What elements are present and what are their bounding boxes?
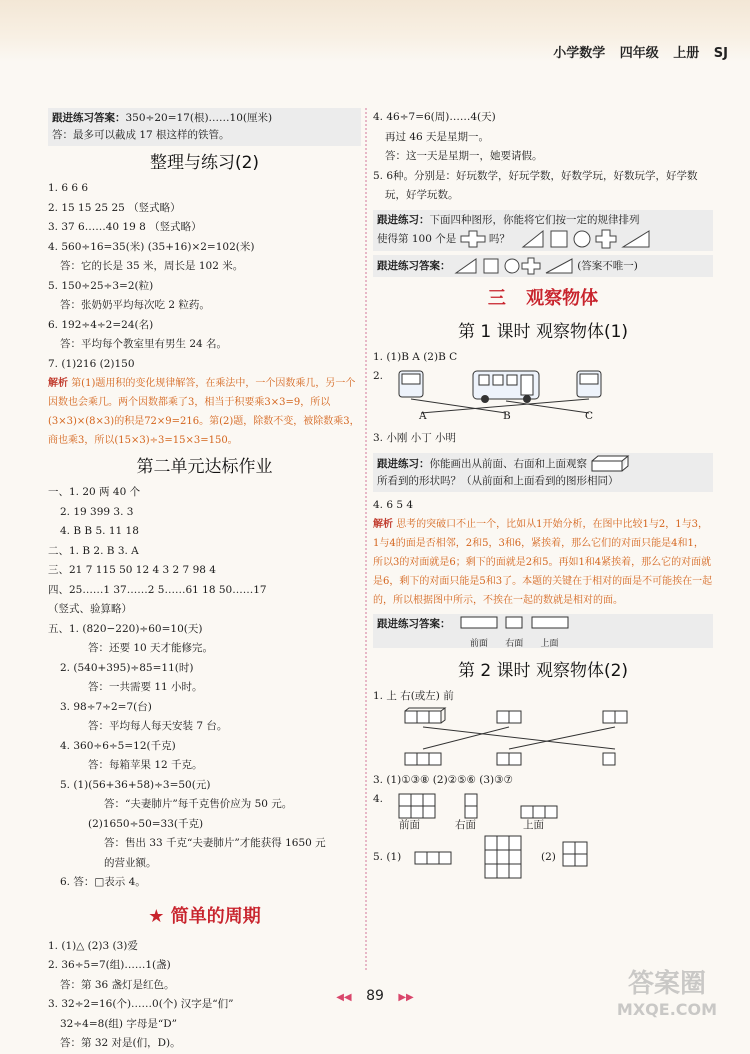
answer-box-3 — [373, 614, 713, 648]
right-view-shape — [505, 616, 523, 629]
page-header: 小学数学 四年级 上册 SJ — [553, 46, 728, 61]
view-label: 前面 — [399, 819, 420, 831]
box-text: 所看到的形状吗？（从前面和上面看到的图形相同） — [377, 474, 619, 487]
answer-box-1 — [48, 108, 361, 146]
answer-line: 4. B B 5. 11 18 — [60, 525, 139, 537]
watermark-text: 答案圈 — [627, 969, 706, 999]
answer-line: 答：还要 10 天才能修完。 — [88, 642, 214, 654]
view-label: 右面 — [455, 819, 476, 831]
answer-line: 4. — [373, 793, 384, 805]
prev-arrows-icon: ◀◀ — [336, 992, 352, 1003]
top-view-shape — [531, 616, 569, 629]
view-front — [460, 616, 498, 653]
answer-line: 6. 192÷4÷2=24(名) — [48, 318, 154, 331]
view-label: 右面 — [505, 639, 524, 649]
bus-label-c: C — [585, 410, 594, 422]
view-label: 前面 — [469, 639, 488, 649]
analysis-text — [373, 515, 713, 610]
bus-figure-row — [373, 367, 713, 429]
answer-line: 6. 答：□表示 4。 — [60, 876, 146, 888]
watermark — [592, 963, 742, 1023]
answer-line: 2. (540+395)÷85=11(时) — [60, 661, 194, 674]
q5-grid-figure — [483, 834, 533, 880]
answer-line: 答：“夫妻肺片”每千克售价应为 50 元。 — [104, 798, 293, 810]
answer-line: 再过 46 天是星期一。 — [385, 130, 490, 143]
practice-box — [373, 453, 713, 492]
shape-sequence — [521, 233, 650, 245]
view-label: 上面 — [540, 639, 559, 649]
answer-line: 4. 360÷6÷5=12(千克) — [60, 739, 176, 752]
lesson-title: 第 2 课时 观察物体(2) — [457, 661, 629, 681]
view-right — [505, 616, 523, 653]
section-title: 第二单元达标作业 — [136, 457, 273, 477]
answer-line: 4. 6 5 4 — [373, 498, 414, 511]
unit-title-text: 观察物体 — [526, 287, 599, 309]
answer-line: (2)1650÷50=33(千克) — [88, 817, 204, 830]
bus-label-a: A — [419, 410, 427, 422]
section-title: 整理与练习(2) — [149, 153, 260, 173]
answer-line: 4. 46÷7=6(周)……4(天) — [373, 111, 496, 123]
answer-line: 答：第 36 盏灯是红色。 — [60, 978, 175, 991]
answer-line: 2. 36÷5=7(组)……1(盏) — [48, 959, 171, 971]
answer-line: 5. 6种。分别是：好玩数学，好玩学数，好数学玩，好数玩学，好学数玩，好学玩数。 — [373, 169, 698, 201]
answer-line: 答：张奶奶平均每次吃 2 粒药。 — [60, 299, 210, 311]
answer-line: 2. — [373, 370, 384, 382]
answer-line: 答：这一天是星期一，她要请假。 — [385, 150, 543, 162]
answer-line: 3. 32÷2=16(个)……0(个) 汉字是“们” — [48, 998, 234, 1010]
right-column — [373, 108, 713, 882]
section-title-periodic — [48, 903, 361, 931]
answer-box-2 — [373, 255, 713, 277]
answer-line: 5. 150÷25÷3=2(粒) — [48, 279, 154, 292]
answer-line: (2) — [541, 851, 556, 863]
answer-line: 的营业额。 — [104, 856, 157, 869]
answer-line: 3. 小刚 小丁 小明 — [373, 432, 457, 444]
view-label: 上面 — [523, 819, 544, 831]
watermark-url: MXQE.COM — [616, 1000, 718, 1019]
view-top — [531, 616, 569, 653]
answer-line: 4. 560÷16=35(米) (35+16)×2=102(米) — [48, 240, 255, 253]
answer-line: 答：第 32 对是(们，D)。 — [60, 1037, 181, 1049]
answer-line: 一、1. 20 两 40 个 — [48, 486, 141, 498]
box-note: (答案不唯一) — [577, 259, 638, 272]
square-shape-icon — [549, 229, 569, 249]
bus-label-b: B — [503, 410, 511, 422]
analysis-text — [48, 374, 361, 450]
front-view-shape — [460, 616, 498, 629]
q5-row — [373, 834, 713, 882]
next-arrows-icon: ▶▶ — [398, 992, 414, 1003]
answer-line: 7. (1)216 (2)150 — [48, 357, 135, 370]
answer-line: 四、25……1 37……2 5……61 18 50……17 — [48, 583, 267, 596]
box-label: 跟进练习答案： — [377, 618, 451, 630]
answer-line: 1. (1)B A (2)B C — [373, 350, 458, 363]
circle-shape-icon — [572, 229, 592, 249]
shape-answer-sequence — [454, 257, 574, 275]
analysis-body: 第(1)题用积的变化规律解答，在乘法中，一个因数乘几，另一个因数也会乘几。两个因数都乘了3，相当于积要乘3×3=9，所以(3×3)×(8×3)的积是72×9=216。第(2)题，除数不变，被除数乘3，商也乘3，所以(15×3)÷3=15×3=150。 — [48, 378, 360, 446]
lesson-title: 第 1 课时 观察物体(1) — [457, 321, 629, 342]
analysis-label: 解析 — [48, 378, 68, 389]
answer-line: 答：一共需要 11 小时。 — [88, 681, 203, 693]
unit-number: 三 — [487, 287, 506, 309]
answer-line: 1. (1)△ (2)3 (3)爱 — [48, 939, 138, 952]
answer-line: 3. 37 6……40 19 8 （竖式略） — [48, 221, 202, 233]
answer-line: 答：平均每个教室里有男生 24 名。 — [60, 338, 228, 350]
box-text: 吗？ — [488, 232, 510, 245]
views-row — [373, 790, 713, 834]
box-text: 350÷20=17(根)……10(厘米) — [125, 112, 273, 124]
box-label: 跟进练习： — [377, 213, 430, 226]
left-column — [48, 108, 361, 1054]
box-text: 答：最多可以截成 17 根这样的铁管。 — [52, 129, 230, 141]
box-label: 跟进练习： — [377, 457, 430, 470]
unit-title — [373, 285, 713, 313]
answer-line: 1. 6 6 6 — [48, 182, 89, 194]
answer-line: 答：售出 33 千克“夫妻肺片”才能获得 1650 元 — [104, 837, 326, 849]
star-icon: ★ — [148, 905, 165, 927]
page-number: 89 — [366, 988, 384, 1004]
column-divider — [365, 108, 367, 970]
practice-box — [373, 210, 713, 251]
answer-line: 2. 19 399 3. 3 — [60, 505, 134, 518]
q5-figure-1 — [413, 834, 483, 880]
box-text: 使得第 100 个是 — [377, 232, 457, 245]
answer-line: 5. (1)(56+36+58)÷3=50(元) — [60, 778, 211, 791]
cube-matching-figure — [403, 707, 633, 771]
cuboid-icon — [590, 455, 630, 473]
triangle-shape-icon — [521, 229, 545, 249]
answer-line: 三、21 7 115 50 12 4 3 2 7 98 4 — [48, 564, 216, 576]
box-label: 跟进练习答案： — [52, 112, 126, 124]
box-label: 跟进练习答案： — [377, 259, 451, 272]
box-text: 你能画出从前面、右面和上面观察 — [429, 457, 587, 470]
answer-line: 答：它的长是 35 米，周长是 102 米。 — [60, 260, 244, 272]
three-views-figure — [397, 792, 577, 822]
cross-shape-icon — [460, 230, 486, 248]
answer-line: （竖式、验算略） — [48, 603, 132, 615]
cross-shape-icon — [595, 229, 617, 249]
answer-line: 32÷4=8(组) 字母是“D” — [60, 1017, 178, 1030]
answer-line: 3. (1)①③⑧ (2)②⑤⑥ (3)③⑦ — [373, 773, 513, 786]
answer-line: 5. (1) — [373, 851, 402, 863]
section-title-text: 简单的周期 — [170, 905, 261, 927]
right-triangle-shape-icon — [621, 229, 651, 249]
answer-line: 二、1. B 2. B 3. A — [48, 544, 139, 557]
answer-line: 3. 98÷7÷2=7(台) — [60, 700, 152, 713]
q5-figure-2 — [561, 840, 591, 870]
answer-line: 2. 15 15 25 25 （竖式略） — [48, 201, 181, 214]
answer-line: 五、1. (820−220)÷60=10(天) — [48, 622, 203, 635]
answer-line: 答：平均每人每天安装 7 台。 — [88, 720, 228, 732]
answer-line: 答：每箱苹果 12 千克。 — [88, 759, 203, 771]
answer-line: 1. 上 右(或左) 前 — [373, 690, 454, 702]
analysis-body: 思考的突破口不止一个，比如从1开始分析，在图中比较1与2，1与3，1与4的面是否相邻，2和5，3和6，紧挨着，那么它们的对面只能是4和1，所以3的对面就是6；剩下的面就是2和5。再如1和4紧挨着，那么它的对面就是6，剩下的对面只能是5和3了。本题的关键在于相对的面是不可能挨在一起的，所以根据图中所示，不挨在一起的数就是相对的面。 — [373, 519, 713, 606]
box-text: 下面四种图形，你能将它们按一定的规律排列 — [429, 213, 640, 226]
analysis-label: 解析 — [373, 519, 393, 530]
